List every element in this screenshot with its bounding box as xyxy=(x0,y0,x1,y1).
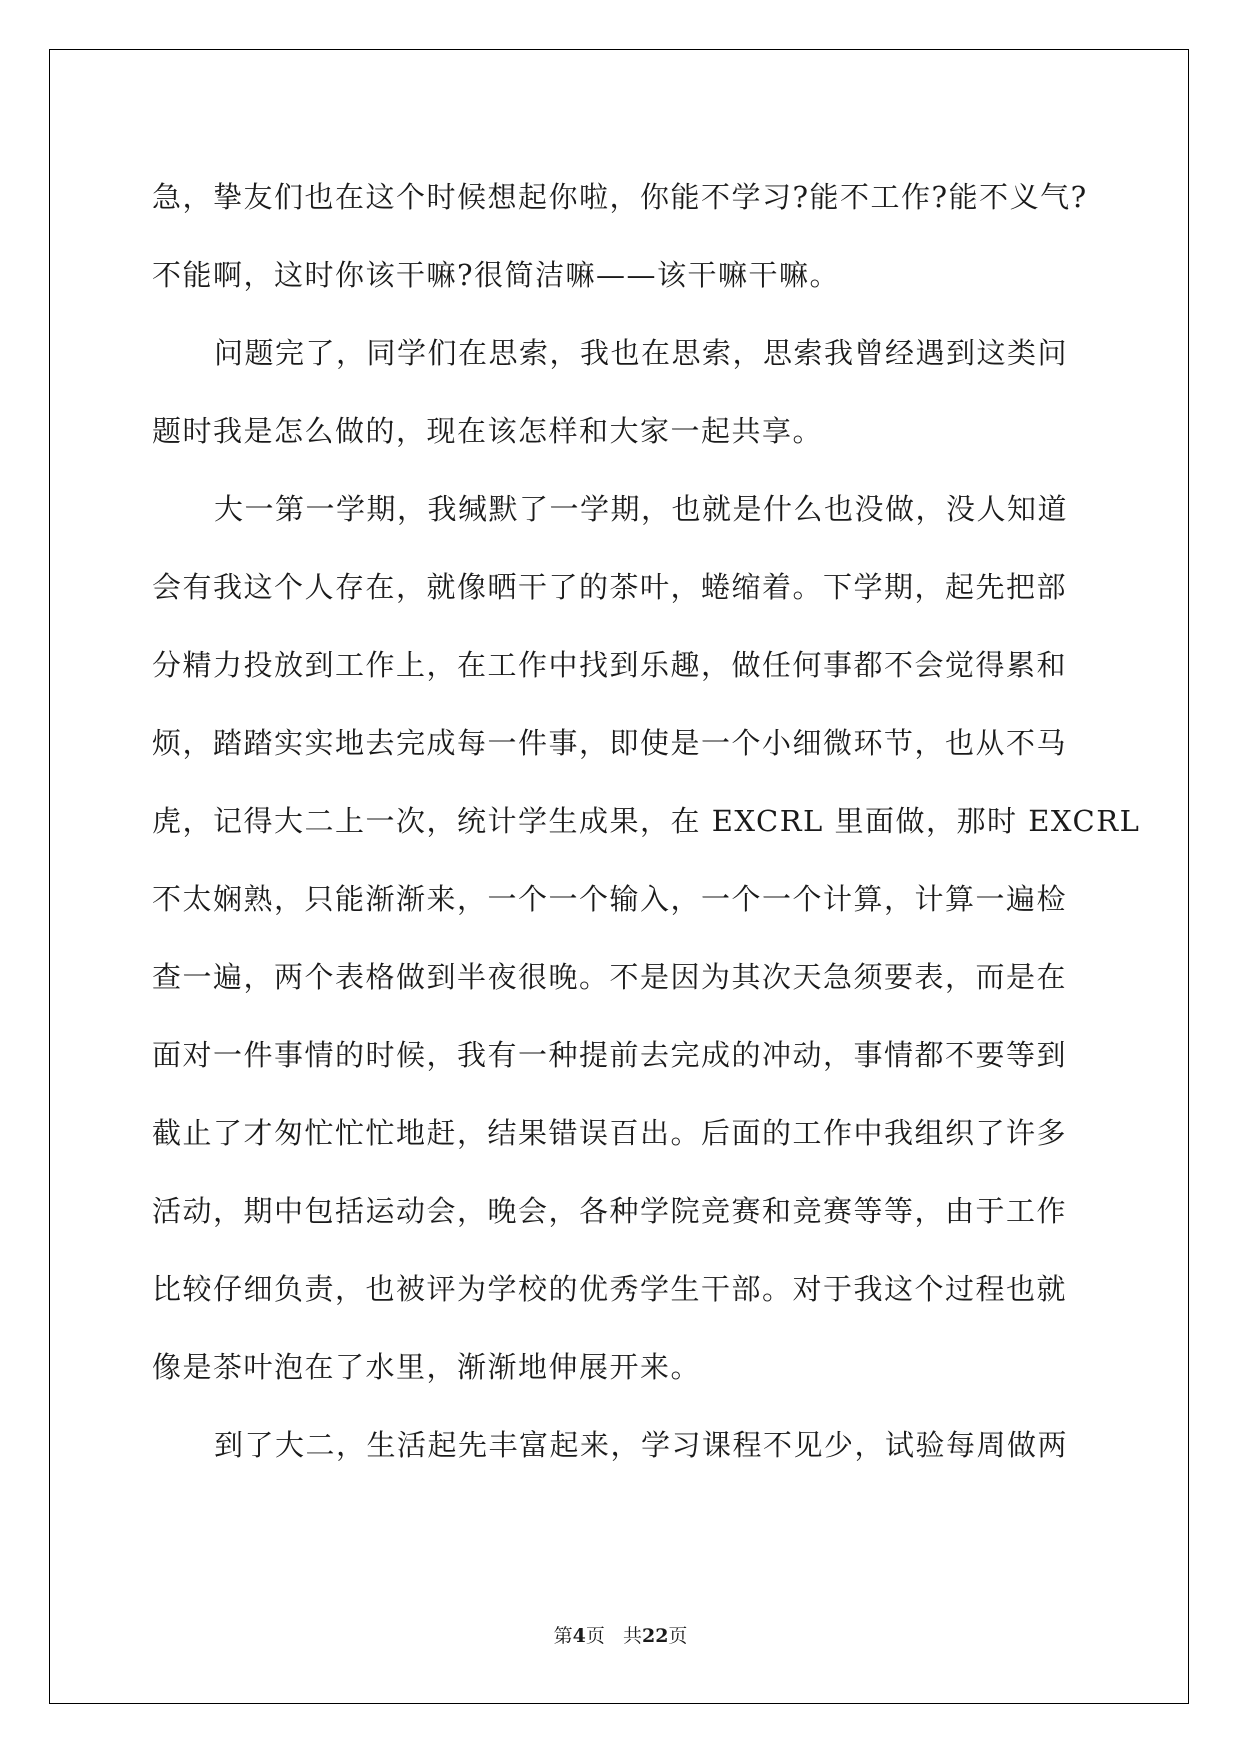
text-line: 虎，记得大二上一次，统计学生成果，在 EXCRL 里面做，那时 EXCRL xyxy=(152,804,1141,838)
page-footer xyxy=(0,1624,1241,1648)
document-body xyxy=(152,158,1141,1484)
text-line: 活动，期中包括运动会，晚会，各种学院竞赛和竞赛等等，由于工作 xyxy=(152,1194,1068,1228)
text-line: 到了大二，生活起先丰富起来，学习课程不见少，试验每周做两 xyxy=(214,1428,1069,1462)
total-pages: 22 xyxy=(641,1625,669,1647)
page-prefix: 第 xyxy=(553,1625,573,1647)
text-line: 不太娴熟，只能渐渐来，一个一个输入，一个一个计算，计算一遍检 xyxy=(152,882,1068,916)
page-suffix: 页 xyxy=(585,1625,605,1647)
text-line: 截止了才匆忙忙忙地赶，结果错误百出。后面的工作中我组织了许多 xyxy=(152,1116,1068,1150)
text-line: 分精力投放到工作上，在工作中找到乐趣，做任何事都不会觉得累和 xyxy=(152,648,1068,682)
text-line: 问题完了，同学们在思索，我也在思索，思索我曾经遇到这类问 xyxy=(214,336,1069,370)
text-line: 大一第一学期，我缄默了一学期，也就是什么也没做，没人知道 xyxy=(214,492,1069,526)
text-line: 像是茶叶泡在了水里，渐渐地伸展开来。 xyxy=(152,1350,702,1384)
text-line: 题时我是怎么做的，现在该怎样和大家一起共享。 xyxy=(152,414,824,448)
total-suffix: 页 xyxy=(668,1625,688,1647)
total-prefix: 共 xyxy=(622,1625,642,1647)
text-line: 烦，踏踏实实地去完成每一件事，即使是一个小细微环节，也从不马 xyxy=(152,726,1068,760)
text-line: 会有我这个人存在，就像晒干了的茶叶，蜷缩着。下学期，起先把部 xyxy=(152,570,1068,604)
text-line: 急，挚友们也在这个时候想起你啦，你能不学习?能不工作?能不义气? xyxy=(152,180,1088,214)
text-line: 面对一件事情的时候，我有一种提前去完成的冲动，事情都不要等到 xyxy=(152,1038,1068,1072)
page-number: 4 xyxy=(572,1625,586,1647)
text-line: 比较仔细负责，也被评为学校的优秀学生干部。对于我这个过程也就 xyxy=(152,1272,1068,1306)
text-line: 查一遍，两个表格做到半夜很晚。不是因为其次天急须要表，而是在 xyxy=(152,960,1068,994)
text-line: 不能啊，这时你该干嘛?很简洁嘛——该干嘛干嘛。 xyxy=(152,258,841,292)
